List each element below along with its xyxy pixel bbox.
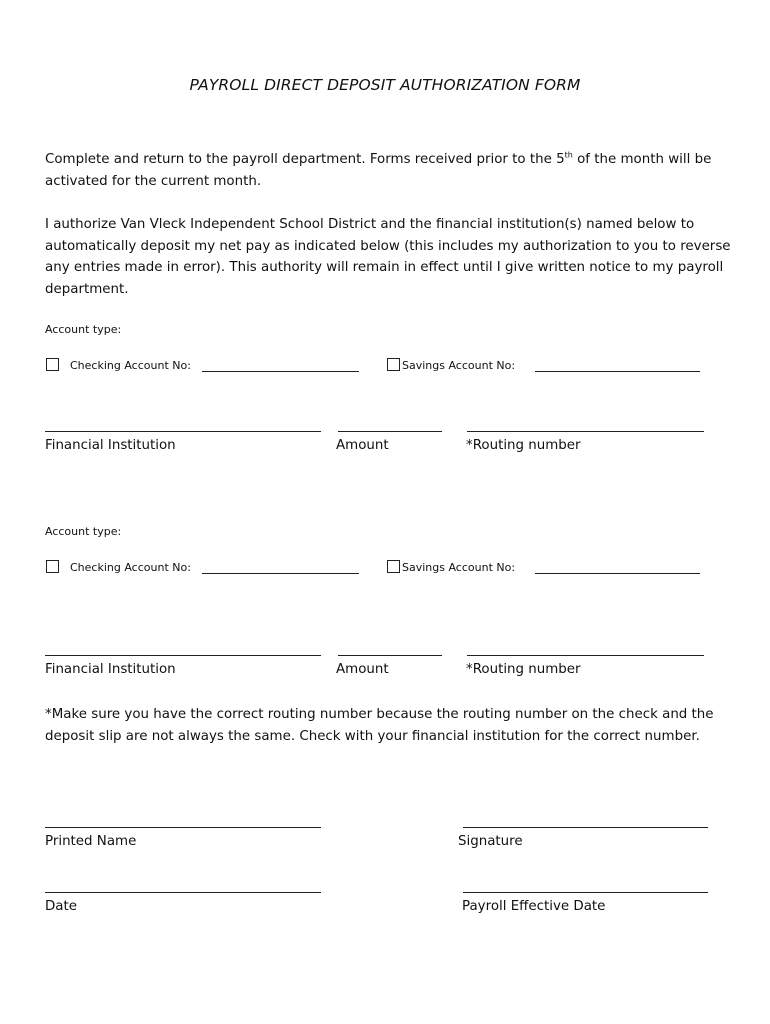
financial-institution-label: Financial Institution xyxy=(45,438,176,453)
signature-label: Signature xyxy=(458,834,523,849)
authorization-text: I authorize Van Vleck Independent School District and the financial institution(s) named below to automatically deposit my net pay as indicated below (this includes my authorization to you to reverse any entries made in error). This authority will remain in effect until I give written notice to my payroll department. xyxy=(45,217,731,297)
routing-note-text: *Make sure you have the correct routing number because the routing number on the check and the deposit slip are not always the same. Check with your financial institution for the correct number. xyxy=(45,707,714,744)
financial-institution-field[interactable] xyxy=(45,655,321,656)
amount-field[interactable] xyxy=(338,655,442,656)
intro-text-part2: of the month will be activated for the current month. xyxy=(45,152,712,189)
routing-number-field[interactable] xyxy=(467,431,704,432)
financial-institution-label: Financial Institution xyxy=(45,662,176,677)
intro-paragraph xyxy=(45,149,735,192)
account-type-label: Account type: xyxy=(45,525,122,538)
amount-label: Amount xyxy=(336,662,389,677)
savings-checkbox[interactable] xyxy=(387,358,400,371)
routing-number-field[interactable] xyxy=(467,655,704,656)
printed-name-label: Printed Name xyxy=(45,834,137,849)
routing-number-label: *Routing number xyxy=(466,662,581,677)
checking-account-number-field[interactable] xyxy=(202,573,359,574)
checking-checkbox[interactable] xyxy=(46,358,59,371)
account-type-label: Account type: xyxy=(45,323,122,336)
payroll-effective-date-label: Payroll Effective Date xyxy=(462,899,606,914)
savings-account-number-field[interactable] xyxy=(535,371,700,372)
date-label: Date xyxy=(45,899,78,914)
checking-account-number-field[interactable] xyxy=(202,371,359,372)
financial-institution-field[interactable] xyxy=(45,431,321,432)
savings-account-label: Savings Account No: xyxy=(402,561,516,574)
checking-account-label: Checking Account No: xyxy=(70,359,191,372)
savings-account-label: Savings Account No: xyxy=(402,359,516,372)
savings-checkbox[interactable] xyxy=(387,560,400,573)
printed-name-field[interactable] xyxy=(45,827,321,828)
checking-account-label: Checking Account No: xyxy=(70,561,191,574)
form-title: PAYROLL DIRECT DEPOSIT AUTHORIZATION FORM xyxy=(189,76,581,94)
amount-field[interactable] xyxy=(338,431,442,432)
signature-field[interactable] xyxy=(463,827,708,828)
authorization-paragraph xyxy=(45,214,735,300)
routing-note-paragraph xyxy=(45,704,725,747)
date-field[interactable] xyxy=(45,892,321,893)
payroll-effective-date-field[interactable] xyxy=(463,892,708,893)
checking-checkbox[interactable] xyxy=(46,560,59,573)
routing-number-label: *Routing number xyxy=(466,438,581,453)
intro-text-part1: Complete and return to the payroll department. Forms received prior to the 5 xyxy=(45,152,565,167)
savings-account-number-field[interactable] xyxy=(535,573,700,574)
amount-label: Amount xyxy=(336,438,389,453)
intro-superscript: th xyxy=(564,150,573,160)
